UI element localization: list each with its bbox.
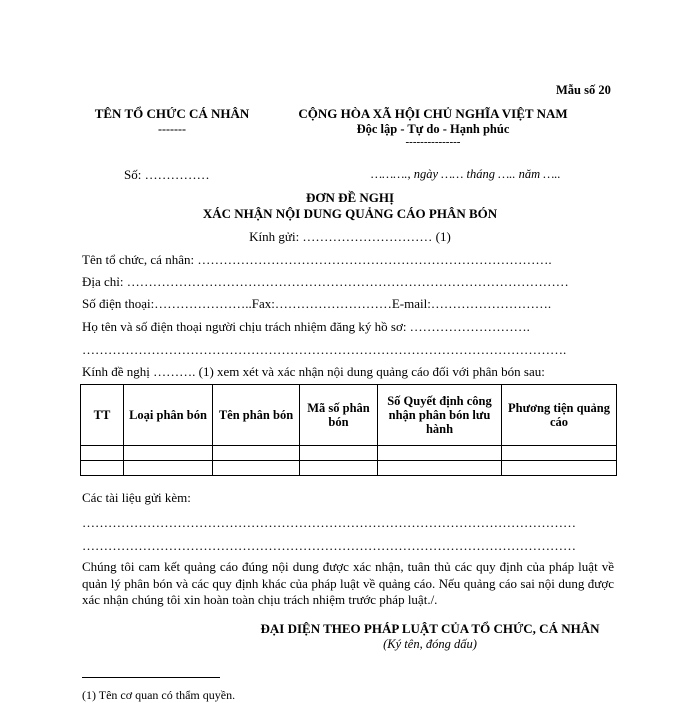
table-cell [81,461,124,476]
form-number: Mẫu số 20 [556,83,611,97]
attachments-label: Các tài liệu gửi kèm: [82,490,191,505]
table-cell [213,461,300,476]
organization-name-header: TÊN TỔ CHỨC CÁ NHÂN [94,106,250,121]
signature-note: (Ký tên, đóng dấu) [383,637,477,651]
contact-field: Số điện thoại:…………………..Fax:………………………E-mail:………………………. [82,296,552,311]
document-number: Số: …………… [124,167,210,182]
table-cell [378,461,502,476]
table-cell [378,446,502,461]
organization-underline: ------- [158,122,186,136]
request-line: Kính đề nghị ………. (1) xem xét và xác nhận nội dung quảng cáo đối với phân bón sau: [82,364,545,379]
footnote-divider [82,677,220,678]
table-row [81,461,617,476]
table-cell [300,461,378,476]
attachments-line-1: …………………………………………………………………………………………………… [82,515,576,530]
table-cell [124,446,213,461]
signature-title: ĐẠI DIỆN THEO PHÁP LUẬT CỦA TỔ CHỨC, CÁ NHÂN [260,621,600,636]
table-row [81,446,617,461]
table-cell [502,446,617,461]
attachments-line-2: …………………………………………………………………………………………………… [82,538,576,553]
table-cell [81,446,124,461]
address-field: Địa chỉ: ………………………………………………………………………………………… [82,274,569,289]
fertilizer-ad-table [80,384,617,476]
document-title: ĐƠN ĐỀ NGHỊ [305,190,395,205]
table-cell [300,446,378,461]
table-header-row [81,385,617,446]
document-subtitle: XÁC NHẬN NỘI DUNG QUẢNG CÁO PHÂN BÓN [202,206,498,221]
national-motto: Độc lập - Tự do - Hạnh phúc [356,122,510,136]
commitment-paragraph: Chúng tôi cam kết quảng cáo đúng nội dung được xác nhận, tuân thủ các quy định của pháp luật về quản lý phân bón và các quy định khác của pháp luật về quảng cáo. Nếu quảng cáo sai nội dung được xác nhận chúng tôi xin hoàn toàn chịu trách nhiệm trước pháp luật./. [82,559,614,607]
motto-rule: --------------- [405,136,461,148]
column-header-fertilizer-code: Mã số phân bón [300,385,378,446]
table-cell [124,461,213,476]
column-header-decision-number: Số Quyết định công nhận phân bón lưu hành [378,385,502,446]
column-header-fertilizer-name: Tên phân bón [213,385,300,446]
column-header-advertising-medium: Phương tiện quảng cáo [502,385,617,446]
responsible-person-continuation: …………………………………………………………………………………………………. [82,342,567,357]
responsible-person-field: Họ tên và số điện thoại người chịu trách nhiệm đăng ký hồ sơ: ………………………. [82,319,530,334]
table-cell [502,461,617,476]
column-header-fertilizer-type: Loại phân bón [124,385,213,446]
table-cell [213,446,300,461]
footnote: (1) Tên cơ quan có thẩm quyền. [82,688,236,702]
date-line: ………., ngày …… tháng ….. năm ….. [371,167,561,181]
recipient-line: Kính gửi: ………………………… (1) [249,229,451,244]
national-title: CỘNG HÒA XÃ HỘI CHỦ NGHĨA VIỆT NAM [298,106,568,121]
org-name-field: Tên tổ chức, cá nhân: ………………………………………………………………………. [82,252,552,267]
column-header-tt: TT [81,385,124,446]
